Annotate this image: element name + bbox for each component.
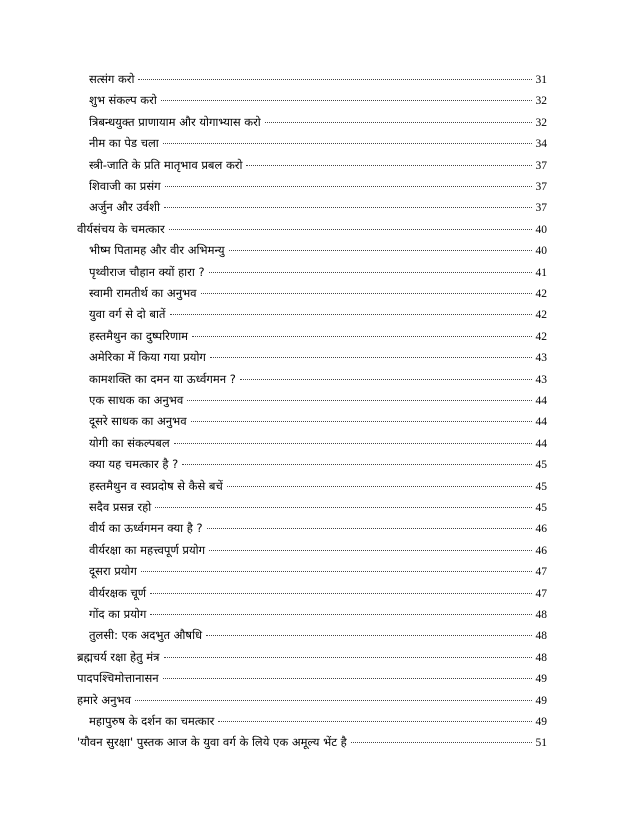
toc-entry[interactable] xyxy=(77,650,547,670)
toc-leader-dots xyxy=(207,527,532,529)
toc-entry-title: सदैव प्रसन्न रहो xyxy=(89,500,152,514)
toc-leader-dots xyxy=(218,720,531,722)
toc-entry-page-number: 44 xyxy=(535,395,547,407)
toc-entry-title: गोंद का प्रयोग xyxy=(89,607,147,621)
toc-entry-page-number: 48 xyxy=(535,609,547,621)
toc-entry-title: दूसरा प्रयोग xyxy=(89,564,137,579)
toc-entry[interactable] xyxy=(89,93,547,113)
toc-entry-title: भीष्म पितामह और वीर अभिमन्यु xyxy=(89,243,225,258)
toc-entry-title: महापुरुष के दर्शन का चमत्कार xyxy=(89,714,215,728)
toc-entry-title: हस्तमैथुन व स्वप्नदोष से कैसे बचें xyxy=(89,478,223,493)
toc-entry-title: क्या यह चमत्कार है ? xyxy=(89,457,179,472)
toc-entry-title: अमेरिका में किया गया प्रयोग xyxy=(89,350,206,365)
toc-leader-dots xyxy=(138,78,531,80)
toc-leader-dots xyxy=(192,335,531,337)
toc-entry-page-number: 31 xyxy=(535,74,547,86)
toc-leader-dots xyxy=(161,99,532,101)
toc-entry-title: सत्संग करो xyxy=(89,72,135,86)
toc-entry-page-number: 41 xyxy=(535,266,547,279)
toc-entry-page-number: 46 xyxy=(535,544,547,557)
toc-leader-dots xyxy=(209,271,532,273)
toc-entry-page-number: 37 xyxy=(535,181,547,193)
toc-entry-page-number: 42 xyxy=(535,330,547,343)
toc-leader-dots xyxy=(182,463,531,465)
toc-entry-page-number: 34 xyxy=(535,138,547,151)
toc-entry-title: एक साधक का अनुभव xyxy=(89,393,184,407)
toc-entry-title: वीर्यरक्षक चूर्ण xyxy=(89,585,147,600)
toc-entry[interactable] xyxy=(89,393,547,413)
toc-entry-title: नीम का पेड चला xyxy=(89,136,159,151)
toc-entry-page-number: 48 xyxy=(535,651,547,664)
toc-leader-dots xyxy=(210,356,532,358)
toc-leader-dots xyxy=(165,185,532,187)
toc-entry-title: शिवाजी का प्रसंग xyxy=(89,179,161,193)
toc-entry-page-number: 37 xyxy=(535,159,547,172)
toc-entry[interactable] xyxy=(89,543,547,563)
toc-leader-dots xyxy=(227,485,532,487)
toc-leader-dots xyxy=(150,613,531,615)
toc-entry[interactable] xyxy=(89,158,547,178)
toc-leader-dots xyxy=(191,420,532,422)
toc-entry-page-number: 47 xyxy=(535,587,547,600)
toc-entry-page-number: 49 xyxy=(535,673,547,686)
toc-entry[interactable] xyxy=(89,115,547,135)
toc-entry[interactable] xyxy=(89,521,547,541)
toc-entry[interactable] xyxy=(89,200,547,220)
toc-entry[interactable] xyxy=(89,307,547,327)
toc-entry-title: स्वामी रामतीर्थ का अनुभव xyxy=(89,286,197,300)
toc-entry-title: युवा वर्ग से दो बातें xyxy=(89,307,166,322)
toc-entry[interactable] xyxy=(89,136,547,156)
toc-leader-dots xyxy=(164,206,532,208)
toc-entry[interactable] xyxy=(77,671,547,691)
toc-entry-page-number: 49 xyxy=(535,716,547,728)
toc-entry-title: तुलसी: एक अदभुत औषधि xyxy=(89,628,203,643)
toc-entry[interactable] xyxy=(89,350,547,370)
toc-entry-page-number: 45 xyxy=(535,480,547,493)
toc-entry-title: वीर्य का ऊर्ध्वगमन क्या है ? xyxy=(89,521,203,536)
toc-entry[interactable] xyxy=(89,457,547,477)
toc-entry[interactable] xyxy=(89,414,547,434)
toc-entry[interactable] xyxy=(89,586,547,606)
toc-leader-dots xyxy=(163,142,532,144)
toc-entry-title: पादपश्चिमोत्तानासन xyxy=(77,671,159,686)
toc-entry[interactable] xyxy=(89,500,547,520)
toc-entry-title: दूसरे साधक का अनुभव xyxy=(89,414,187,429)
toc-entry-page-number: 32 xyxy=(535,116,547,129)
toc-entry-page-number: 48 xyxy=(535,630,547,643)
toc-entry[interactable] xyxy=(89,607,547,627)
toc-entry-page-number: 51 xyxy=(535,737,547,750)
toc-entry-page-number: 40 xyxy=(535,245,547,258)
toc-entry-page-number: 32 xyxy=(535,95,547,108)
toc-entry-page-number: 44 xyxy=(535,437,547,450)
toc-entry[interactable] xyxy=(89,286,547,306)
toc-leader-dots xyxy=(135,699,532,701)
toc-entry-title: हमारे अनुभव xyxy=(77,692,131,707)
toc-entry-page-number: 43 xyxy=(535,352,547,365)
toc-leader-dots xyxy=(141,570,532,572)
toc-entry-title: योगी का संकल्पबल xyxy=(89,435,170,450)
toc-entry-title: स्त्री-जाति के प्रति मातृभाव प्रबल करो xyxy=(89,157,243,172)
toc-leader-dots xyxy=(201,292,532,294)
toc-leader-dots xyxy=(206,634,531,636)
toc-entry[interactable] xyxy=(77,222,547,242)
toc-entry-title: वीर्यसंचय के चमत्कार xyxy=(77,221,165,236)
toc-entry-title: शुभ संकल्प करो xyxy=(89,93,157,108)
toc-entry-page-number: 37 xyxy=(535,202,547,215)
toc-entry-page-number: 46 xyxy=(535,523,547,536)
toc-entry[interactable] xyxy=(89,329,547,349)
toc-entry[interactable] xyxy=(89,714,547,734)
toc-entry-page-number: 42 xyxy=(535,288,547,300)
toc-leader-dots xyxy=(150,592,531,594)
toc-entry[interactable] xyxy=(77,735,547,755)
toc-leader-dots xyxy=(351,741,532,743)
toc-entry-page-number: 45 xyxy=(535,502,547,514)
toc-leader-dots xyxy=(164,656,532,658)
toc-leader-dots xyxy=(265,121,532,123)
toc-entry-page-number: 47 xyxy=(535,566,547,579)
toc-entry[interactable] xyxy=(89,179,547,199)
toc-entry[interactable] xyxy=(89,72,547,92)
toc-entry-page-number: 45 xyxy=(535,459,547,472)
toc-leader-dots xyxy=(187,399,531,401)
toc-entry-page-number: 40 xyxy=(535,223,547,236)
toc-entry-page-number: 43 xyxy=(535,373,547,386)
toc-entry-page-number: 44 xyxy=(535,416,547,429)
toc-entry-page-number: 42 xyxy=(535,309,547,322)
toc-leader-dots xyxy=(240,378,532,380)
toc-entry[interactable] xyxy=(89,564,547,584)
toc-entry-title: वीर्यरक्षा का महत्त्वपूर्ण प्रयोग xyxy=(89,542,206,557)
toc-entry-title: पृथ्वीराज चौहान क्यों हारा ? xyxy=(89,264,205,279)
toc-entry-title: अर्जुन और उर्वशी xyxy=(89,200,160,215)
toc-leader-dots xyxy=(163,677,532,679)
toc-entry[interactable] xyxy=(89,436,547,456)
toc-entry[interactable] xyxy=(89,265,547,285)
toc-entry[interactable] xyxy=(89,628,547,648)
toc-entry-page-number: 49 xyxy=(535,694,547,707)
toc-entry[interactable] xyxy=(89,479,547,499)
toc-entry[interactable] xyxy=(77,693,547,713)
toc-entry-title: कामशक्ति का दमन या ऊर्ध्वगमन ? xyxy=(89,371,236,386)
toc-leader-dots xyxy=(170,313,532,315)
toc-entry[interactable] xyxy=(89,243,547,263)
toc-leader-dots xyxy=(169,228,532,230)
toc-leader-dots xyxy=(174,442,532,444)
toc-entry-title: 'यौवन सुरक्षा' पुस्तक आज के युवा वर्ग के लिये एक अमूल्य भेंट है xyxy=(77,735,347,750)
toc-entry-title: त्रिबन्धयुक्त प्राणायाम और योगाभ्यास करो xyxy=(89,114,261,129)
toc-entry-title: हस्तमैथुन का दुष्परिणाम xyxy=(89,328,189,343)
toc-entry[interactable] xyxy=(89,372,547,392)
toc-leader-dots xyxy=(209,549,531,551)
toc-leader-dots xyxy=(229,249,532,251)
toc-leader-dots xyxy=(246,164,531,166)
toc-entry-title: ब्रह्मचर्य रक्षा हेतु मंत्र xyxy=(77,649,160,664)
toc-leader-dots xyxy=(155,506,531,508)
